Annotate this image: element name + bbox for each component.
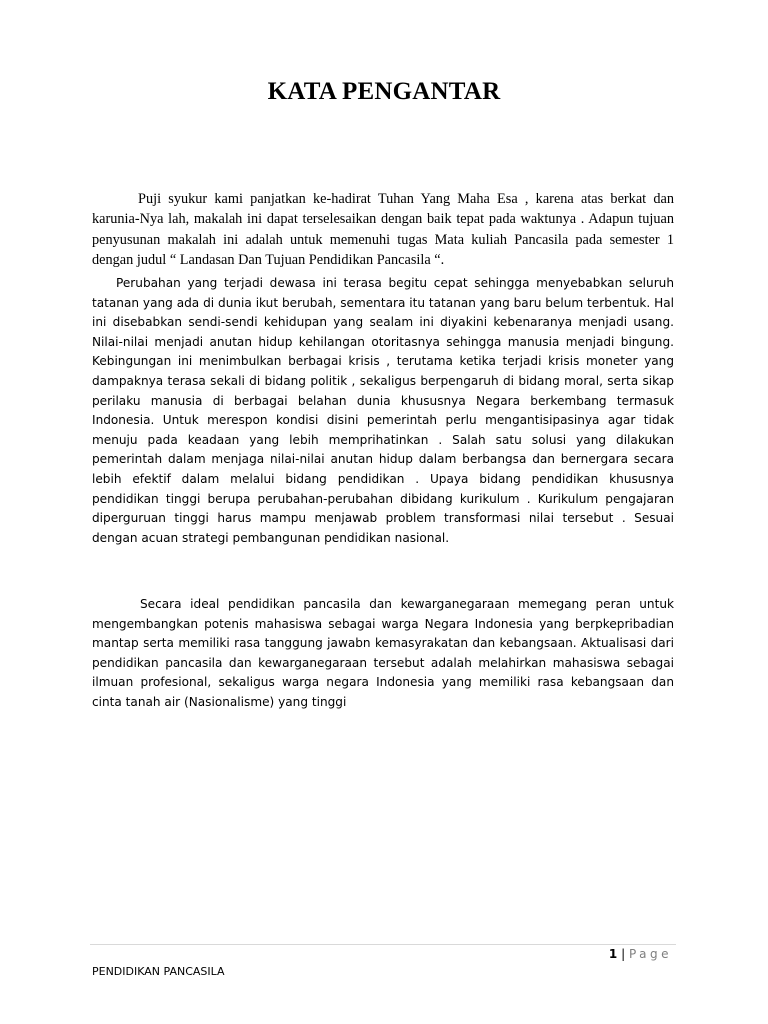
running-title: PENDIDIKAN PANCASILA xyxy=(92,965,225,978)
paragraph-background: Perubahan yang terjadi dewasa ini terasa begitu cepat sehingga menyebabkan seluruh tatanan yang ada di dunia ikut berubah, sementara itu tatanan yang baru belum terbentuk. Hal ini disebabkan sendi-sendi kehidupan yang sealam ini diyakini kebenaranya menjadi usang. Nilai-nilai menjadi anutan hidup kehilangan otoritasnya sehingga manusia menjadi bingung. Kebingungan ini menimbulkan berbagai krisis , terutama ketika terjadi krisis moneter yang dampaknya terasa sekali di bidang politik , sekaligus berpengaruh di bidang moral, serta sikap perilaku manusia di berbagai belahan dunia khususnya Negara berkembang termasuk Indonesia. Untuk merespon kondisi disini pemerintah perlu mengantisipasinya agar tidak menuju pada keadaan yang lebih memprihatinkan . Salah satu solusi yang dilakukan pemerintah dalam menjaga nilai-nilai anutan hidup dalam berbangsa dan bernergara secara lebih efektif dalam melalui bidang pendidikan . Upaya bidang pendidikan khususnya pendidikan tinggi berupa perubahan-perubahan dibidang kurikulum . Kurikulum pengajaran diperguruan tinggi harus mampu menjawab problem transformasi nilai tersebut . Sesuai dengan acuan strategi pembangunan pendidikan nasional. xyxy=(92,276,674,545)
page-separator: | xyxy=(621,947,626,961)
paragraph-ideal: Secara ideal pendidikan pancasila dan kewarganegaraan memegang peran untuk mengembangkan potenis mahasiswa sebagai warga Negara Indonesia yang berpkepribadian mantap serta memiliki rasa tanggung jawabn kemasyrakatan dan kebangsaan. Aktualisasi dari pendidikan pancasila dan kewarganegaraan tersebut adalah melahirkan mahasiswa sebagai ilmuan profesional, sekaligus warga negara Indonesia yang memiliki rasa kebangsaan dan cinta tanah air (Nasionalisme) yang tinggi xyxy=(92,597,674,709)
paragraph-intro: Puji syukur kami panjatkan ke-hadirat Tuhan Yang Maha Esa , karena atas berkat dan karunia-Nya lah, makalah ini dapat terselesaikan dengan baik tepat pada waktunya . Adapun tujuan penyusunan makalah ini adalah untuk memenuhi tugas Mata kuliah Pancasila pada semester 1 dengan judul “ Landasan Dan Tujuan Pendidikan Pancasila “. xyxy=(92,191,674,268)
footer-divider xyxy=(90,944,676,945)
page-number: 1 xyxy=(608,947,618,961)
page-number-footer xyxy=(609,947,672,961)
page-label: Page xyxy=(628,947,672,961)
page-title: KATA PENGANTAR xyxy=(267,78,501,105)
